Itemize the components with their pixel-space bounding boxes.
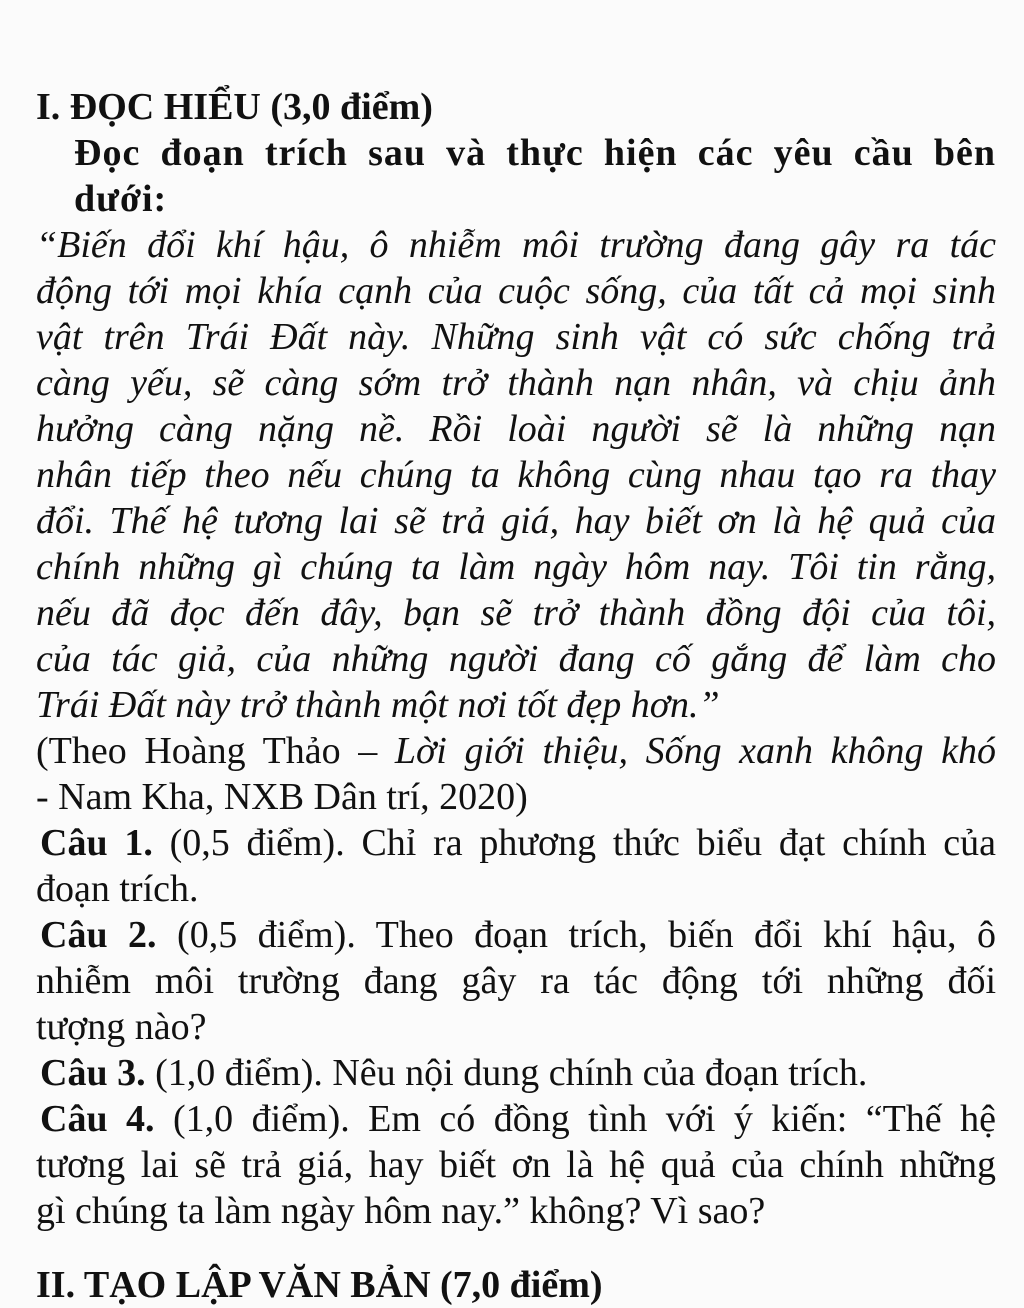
passage-line: Trái Đất này trở thành một nơi tốt đẹp hơn.” (36, 684, 720, 726)
question-text: (0,5 điểm). Chỉ ra phương thức biểu đạt chính của (152, 822, 997, 864)
question-text: (0,5 điểm). Theo đoạn trích, biến đổi khí hậu, ô (156, 914, 996, 956)
passage-line: càng yếu, sẽ càng sớm trở thành nạn nhân, và chịu ảnh (36, 362, 996, 404)
passage-line: vật trên Trái Đất này. Những sinh vật có sức chống trả (36, 316, 996, 358)
source-citation (36, 728, 996, 774)
question-label: Câu 1. (40, 822, 153, 864)
exam-page (36, 76, 996, 1234)
passage-line: “Biến đổi khí hậu, ô nhiễm môi trường đang gây ra tác (36, 224, 996, 266)
source-prefix: (Theo Hoàng Thảo – (36, 730, 395, 772)
question-1 (36, 820, 996, 912)
question-line (36, 820, 996, 866)
question-4 (36, 1096, 996, 1234)
question-2 (36, 912, 996, 1050)
passage-line: chính những gì chúng ta làm ngày hôm nay. Tôi tin rằng, (36, 546, 996, 588)
section-2-heading: II. TẠO LẬP VĂN BẢN (7,0 điểm) (36, 1264, 603, 1306)
source-title: Lời giới thiệu, Sống xanh không khó (394, 730, 997, 772)
question-line: đoạn trích. (36, 868, 199, 910)
passage (36, 222, 996, 728)
passage-line: nhân tiếp theo nếu chúng ta không cùng nhau tạo ra thay (36, 454, 996, 496)
question-line: nhiễm môi trường đang gây ra tác động tới những đối (36, 960, 996, 1002)
question-text: (1,0 điểm). Nêu nội dung chính của đoạn trích. (145, 1052, 868, 1094)
question-label: Câu 4. (40, 1098, 155, 1140)
question-line: tượng nào? (36, 1006, 207, 1048)
passage-line: nếu đã đọc đến đây, bạn sẽ trở thành đồng đội của tôi, (36, 592, 996, 634)
question-3 (36, 1050, 996, 1096)
question-label: Câu 3. (40, 1052, 146, 1094)
question-line (36, 1050, 996, 1096)
instruction-line: dưới: (74, 178, 168, 220)
passage-line: của tác giả, của những người đang cố gắng để làm cho (36, 638, 996, 680)
passage-line: đổi. Thế hệ tương lai sẽ trả giá, hay biết ơn là hệ quả của (36, 500, 996, 542)
passage-line: động tới mọi khía cạnh của cuộc sống, của tất cả mọi sinh (36, 270, 996, 312)
passage-line: hưởng càng nặng nề. Rồi loài người sẽ là những nạn (36, 408, 996, 450)
question-text: (1,0 điểm). Em có đồng tình với ý kiến: “Thế hệ (154, 1098, 996, 1140)
source-line-2: - Nam Kha, NXB Dân trí, 2020) (36, 776, 528, 818)
question-line (36, 912, 996, 958)
question-line (36, 1096, 996, 1142)
question-line: gì chúng ta làm ngày hôm nay.” không? Vì sao? (36, 1190, 766, 1232)
instruction-line: Đọc đoạn trích sau và thực hiện các yêu cầu bên (74, 132, 996, 174)
section-1-heading: I. ĐỌC HIỂU (3,0 điểm) (36, 86, 433, 128)
question-label: Câu 2. (40, 914, 157, 956)
question-line: tương lai sẽ trả giá, hay biết ơn là hệ quả của chính những (36, 1144, 996, 1186)
